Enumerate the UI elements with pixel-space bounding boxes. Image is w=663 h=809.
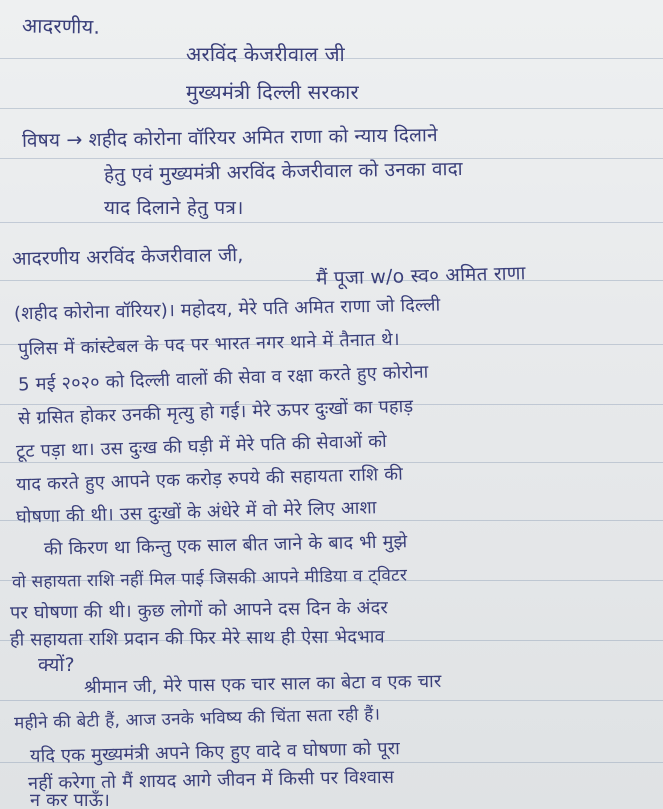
body-line: से ग्रसित होकर उनकी मृत्यु हो गई। मेरे ऊपर दुःखों का पहाड़ xyxy=(17,395,414,430)
body-line: यदि एक मुख्यमंत्री अपने किए हुए वादे व घोषणा को पूरा xyxy=(29,738,401,767)
body-line: वो सहायता राशि नहीं मिल पाई जिसकी आपने मीडिया व ट्विटर xyxy=(11,565,408,593)
body-line: मैं पूजा w/o स्व० अमित राणा xyxy=(315,262,526,290)
greeting: आदरणीय अरविंद केजरीवाल जी, xyxy=(11,243,244,271)
body-line: पर घोषणा की थी। कुछ लोगों को आपने दस दिन के अंदर xyxy=(9,597,389,624)
body-line: की किरण था किन्तु एक साल बीत जाने के बाद भी मुझे xyxy=(43,531,408,560)
rule-line xyxy=(0,700,663,701)
body-line: न कर पाऊँ। xyxy=(30,790,111,809)
body-line: महीने की बेटी हैं, आज उनके भविष्य की चिंता सता रही हैं। xyxy=(13,704,381,734)
recipient-title: मुख्यमंत्री दिल्ली सरकार xyxy=(186,80,359,104)
subject-line-3: याद दिलाने हेतु पत्र। xyxy=(104,197,244,219)
salutation: आदरणीय. xyxy=(21,13,101,39)
rule-line xyxy=(0,108,663,109)
body-line: ही सहायता राशि प्रदान की फिर मेरे साथ ही ऐसा भेदभाव xyxy=(9,626,385,651)
rule-line xyxy=(0,222,663,223)
body-line: याद करते हुए आपने एक करोड़ रुपये की सहायता राशि की xyxy=(15,463,404,496)
body-line: नहीं करेगा तो मैं शायद आगे जीवन में किसी पर विश्वास xyxy=(27,766,395,795)
body-line: क्यों? xyxy=(38,654,75,676)
body-line: श्रीमान जी, मेरे पास एक चार साल का बेटा व एक चार xyxy=(83,670,442,699)
body-line: (शहीद कोरोना वॉरियर)। महोदय, मेरे पति अमित राणा जो दिल्ली xyxy=(13,294,441,325)
recipient-name: अरविंद केजरीवाल जी xyxy=(186,42,345,66)
subject-line-1: विषय → शहीद कोरोना वॉरियर अमित राणा को न्याय दिलाने xyxy=(21,124,438,152)
body-line: पुलिस में कांस्टेबल के पद पर भारत नगर थाने में तैनात थे। xyxy=(17,329,401,360)
subject-line-2: हेतु एवं मुख्यमंत्री अरविंद केजरीवाल को उनका वादा xyxy=(103,157,464,187)
body-line: टूट पड़ा था। उस दुःख की घड़ी में मेरे पति की सेवाओं को xyxy=(15,430,388,463)
body-line: 5 मई २०२० को दिल्ली वालों की सेवा व रक्षा करते हुए कोरोना xyxy=(17,361,429,396)
body-line: घोषणा की थी। उस दुःखों के अंधेरे में वो मेरे लिए आशा xyxy=(15,497,377,528)
